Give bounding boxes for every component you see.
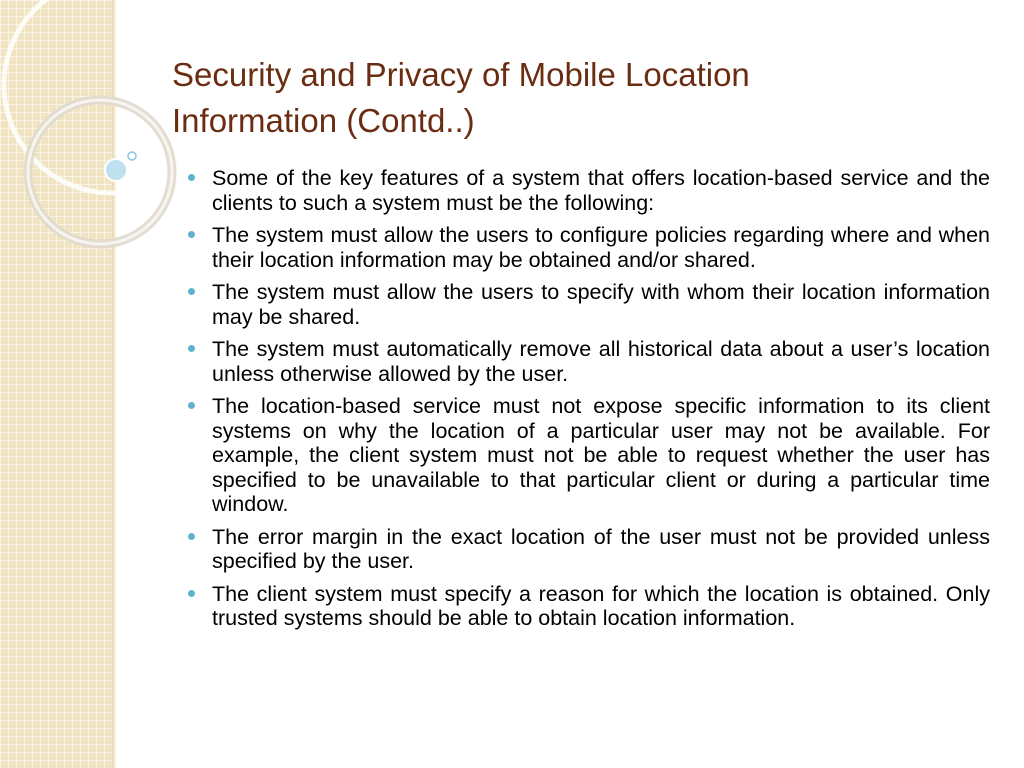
tiny-orb xyxy=(128,152,136,160)
bullet-dot-icon xyxy=(188,288,195,295)
bullet-item-2 xyxy=(188,223,990,272)
bullet-text: The client system must specify a reason for which the location is obtained. Only trusted systems should be able to obtain location information. xyxy=(212,581,990,630)
decorative-circles xyxy=(0,0,180,270)
bullet-dot-icon xyxy=(188,174,195,181)
bullet-item-1 xyxy=(188,166,990,215)
slide-title xyxy=(172,52,972,144)
bullet-item-6 xyxy=(188,525,990,574)
bullet-item-3 xyxy=(188,280,990,329)
bullet-text: The error margin in the exact location of the user must not be provided unless specified by the user. xyxy=(212,524,990,573)
bullet-dot-icon xyxy=(188,231,195,238)
title-line-2: Information (Contd..) xyxy=(172,102,475,139)
bullet-dot-icon xyxy=(188,590,195,597)
bullet-item-4 xyxy=(188,337,990,386)
bullet-list xyxy=(188,166,990,639)
bullet-item-7 xyxy=(188,582,990,631)
bullet-text: The system must allow the users to configure policies regarding where and when their location information may be obtained and/or shared. xyxy=(212,223,990,272)
bullet-text: The system must automatically remove all historical data about a user’s location unless otherwise allowed by the user. xyxy=(212,337,990,386)
blue-orb xyxy=(105,159,127,181)
bullet-text: Some of the key features of a system that offers location-based service and the clients to such a system must be the following: xyxy=(212,166,990,215)
bullet-dot-icon xyxy=(188,402,195,409)
bullet-dot-icon xyxy=(188,533,195,540)
bullet-dot-icon xyxy=(188,345,195,352)
title-line-1: Security and Privacy of Mobile Location xyxy=(172,56,750,93)
bullet-item-5 xyxy=(188,394,990,517)
bullet-text: The system must allow the users to specify with whom their location information may be shared. xyxy=(212,280,990,329)
bullet-text: The location-based service must not expose specific information to its client systems on why the location of a particular user may not be available. For example, the client system must not be able to request whether the user has specified to be unavailable to that particular client or during a particular time window. xyxy=(212,394,990,516)
